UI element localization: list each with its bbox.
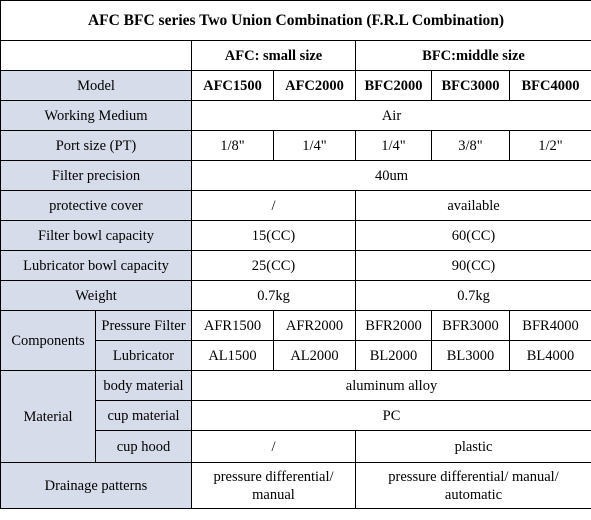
filter-bowl-label: Filter bowl capacity (1, 221, 192, 251)
drainage-bfc (356, 463, 591, 509)
working-medium-label: Working Medium (1, 101, 192, 131)
drainage-afc-line-2: manual (252, 486, 295, 503)
model-cell: BFC3000 (432, 71, 510, 101)
cup-hood-afc: / (192, 431, 356, 463)
lubricator-cell: AL2000 (274, 341, 356, 371)
empty-corner (1, 41, 192, 71)
pressure-filter-cell: AFR1500 (192, 311, 274, 341)
lubricator-cell: BL2000 (356, 341, 432, 371)
port-size-cell: 1/4" (356, 131, 432, 161)
body-material-row (1, 371, 591, 401)
body-material-value: aluminum alloy (192, 371, 591, 401)
drainage-label: Drainage patterns (1, 463, 192, 509)
material-label: Material (1, 371, 96, 463)
port-size-cell: 1/2" (510, 131, 591, 161)
model-cell: AFC2000 (274, 71, 356, 101)
table-title: AFC BFC series Two Union Combination (F.R.L Combination) (1, 1, 591, 41)
filter-bowl-afc: 15(CC) (192, 221, 356, 251)
group-header-row (1, 41, 591, 71)
pressure-filter-cell: BFR2000 (356, 311, 432, 341)
body-material-label: body material (96, 371, 192, 401)
working-medium-value: Air (192, 101, 591, 131)
weight-bfc: 0.7kg (356, 281, 591, 311)
weight-afc: 0.7kg (192, 281, 356, 311)
weight-label: Weight (1, 281, 192, 311)
working-medium-row (1, 101, 591, 131)
cup-hood-label: cup hood (96, 431, 192, 463)
port-size-cell: 1/4" (274, 131, 356, 161)
protective-cover-bfc: available (356, 191, 591, 221)
filter-bowl-row (1, 221, 591, 251)
model-row (1, 71, 591, 101)
lubricator-cell: BL3000 (432, 341, 510, 371)
filter-bowl-bfc: 60(CC) (356, 221, 591, 251)
components-label: Components (1, 311, 96, 371)
cup-hood-bfc: plastic (356, 431, 591, 463)
group-afc: AFC: small size (192, 41, 356, 71)
model-cell: BFC2000 (356, 71, 432, 101)
lubricator-cell: AL1500 (192, 341, 274, 371)
model-label: Model (1, 71, 192, 101)
drainage-bfc-line-1: pressure differential/ manual/ (388, 468, 559, 485)
title-row (1, 1, 591, 41)
pressure-filter-label: Pressure Filter (96, 311, 192, 341)
pressure-filter-cell: BFR4000 (510, 311, 591, 341)
lubricator-bowl-bfc: 90(CC) (356, 251, 591, 281)
lubricator-label: Lubricator (96, 341, 192, 371)
lubricator-bowl-row (1, 251, 591, 281)
model-cell: AFC1500 (192, 71, 274, 101)
lubricator-bowl-afc: 25(CC) (192, 251, 356, 281)
filter-precision-row (1, 161, 591, 191)
pressure-filter-row (1, 311, 591, 341)
cup-material-value: PC (192, 401, 591, 431)
pressure-filter-cell: BFR3000 (432, 311, 510, 341)
cup-material-label: cup material (96, 401, 192, 431)
port-size-cell: 1/8" (192, 131, 274, 161)
drainage-row (1, 463, 591, 509)
port-size-label: Port size (PT) (1, 131, 192, 161)
protective-cover-label: protective cover (1, 191, 192, 221)
lubricator-bowl-label: Lubricator bowl capacity (1, 251, 192, 281)
group-bfc: BFC:middle size (356, 41, 591, 71)
protective-cover-row (1, 191, 591, 221)
weight-row (1, 281, 591, 311)
filter-precision-value: 40um (192, 161, 591, 191)
port-size-cell: 3/8" (432, 131, 510, 161)
protective-cover-afc: / (192, 191, 356, 221)
port-size-row (1, 131, 591, 161)
drainage-afc (192, 463, 356, 509)
drainage-bfc-line-2: automatic (444, 486, 503, 503)
pressure-filter-cell: AFR2000 (274, 311, 356, 341)
model-cell: BFC4000 (510, 71, 591, 101)
drainage-afc-line-1: pressure differential/ (213, 468, 334, 485)
lubricator-cell: BL4000 (510, 341, 591, 371)
filter-precision-label: Filter precision (1, 161, 192, 191)
